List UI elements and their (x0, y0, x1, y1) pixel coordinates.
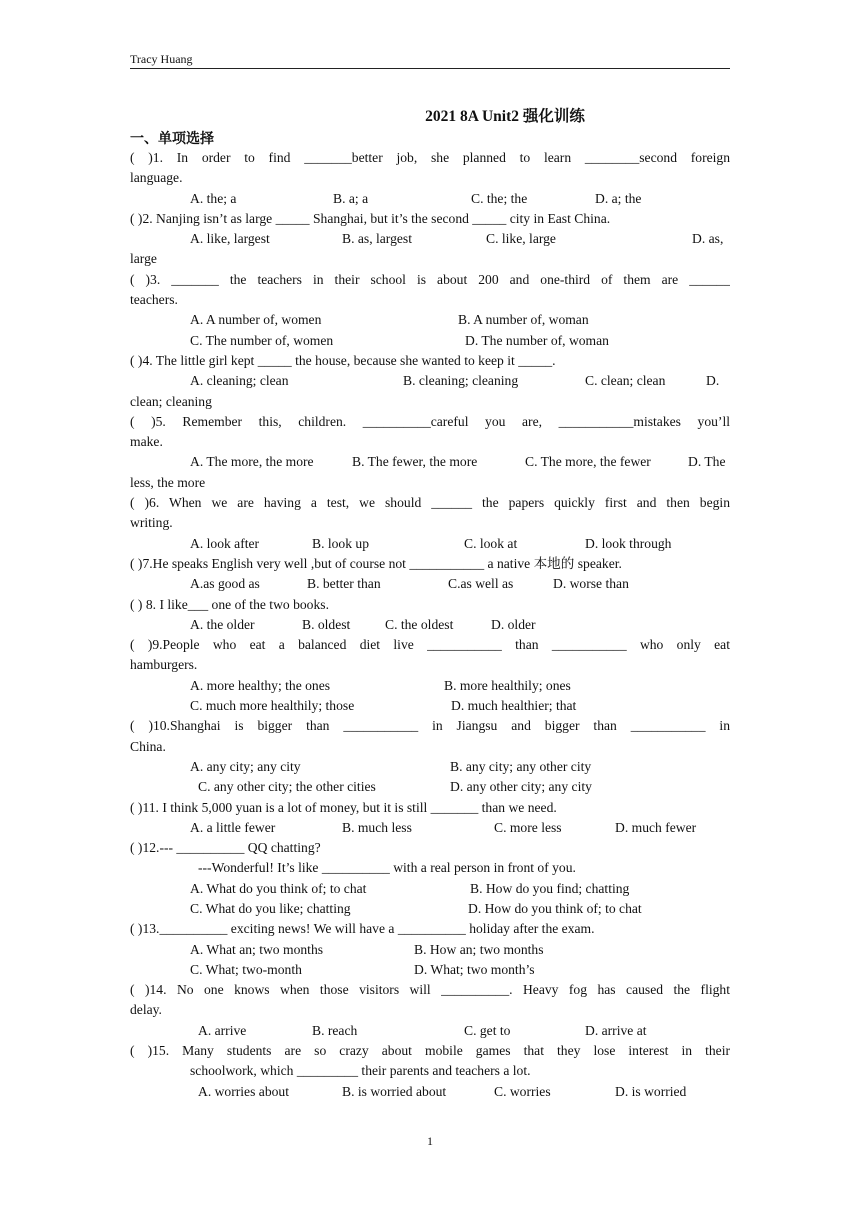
question-stem: ( )4. The little girl kept _____ the house, because she wanted to keep it _____. (130, 352, 556, 368)
question-stem-continued: writing. (130, 515, 173, 531)
option-b: B. cleaning; cleaning (403, 373, 519, 389)
question-stem: ( )11. I think 5,000 yuan is a lot of money, but it is still _______ than we need. (130, 799, 557, 815)
option-d: D. look through (585, 535, 672, 551)
option-c: C. get to (464, 1022, 511, 1038)
option-a: A. the older (190, 616, 255, 632)
option-c: C. more less (494, 819, 562, 835)
option-row (130, 940, 730, 960)
option-b: B. a; a (333, 190, 369, 206)
option-c: C. worries (494, 1083, 551, 1099)
question-stem: ( )5. Remember this, children. __________careful you are, ___________mistakes you’ll (130, 413, 730, 429)
option-a: A. arrive (198, 1022, 247, 1038)
option-row (130, 777, 730, 797)
option-row (130, 757, 730, 777)
option-c: C. the; the (471, 190, 528, 206)
option-a: A. more healthy; the ones (190, 677, 331, 693)
option-d: D. What; two month’s (414, 961, 535, 977)
option-c: C. look at (464, 535, 518, 551)
question-6 (130, 493, 730, 554)
option-row (130, 189, 730, 209)
option-b: B. A number of, woman (458, 312, 589, 328)
option-d: D. How do you think of; to chat (468, 900, 642, 916)
question-stem-continued: hamburgers. (130, 657, 198, 673)
question-stem: ( ) 8. I like___ one of the two books. (130, 596, 329, 612)
option-row (130, 331, 730, 351)
option-d: D. worse than (553, 576, 629, 592)
question-14 (130, 980, 730, 1041)
question-7 (130, 554, 730, 595)
option-b: B. How do you find; chatting (470, 880, 630, 896)
question-12 (130, 838, 730, 919)
option-a: A. What do you think of; to chat (190, 880, 367, 896)
option-d: D. a; the (595, 190, 642, 206)
option-a: A. A number of, women (190, 312, 322, 328)
option-c: C. like, large (486, 231, 556, 247)
option-b: B. more healthily; ones (444, 677, 571, 693)
option-row (130, 310, 730, 330)
option-d: D. much fewer (615, 819, 697, 835)
option-row (130, 899, 730, 919)
option-a: A. any city; any city (190, 758, 301, 774)
option-d: D. The (688, 454, 726, 470)
question-stem-continued: schoolwork, which _________ their parents and teachers a lot. (190, 1063, 531, 1079)
header-rule (130, 68, 730, 69)
question-stem: ( )13.__________ exciting news! We will have a __________ holiday after the exam. (130, 921, 595, 937)
option-a: A. worries about (198, 1083, 289, 1099)
option-b: B. much less (342, 819, 412, 835)
question-stem-continued: make. (130, 434, 163, 450)
question-stem: ( )3. _______ the teachers in their school is about 200 and one-third of them are ______ (130, 271, 730, 287)
option-d: D. older (491, 616, 536, 632)
question-3 (130, 270, 730, 351)
option-row (130, 879, 730, 899)
option-row (130, 1082, 730, 1102)
question-13 (130, 919, 730, 980)
question-11 (130, 798, 730, 839)
option-b: B. The fewer, the more (352, 454, 478, 470)
question-stem-continued: teachers. (130, 292, 178, 308)
option-c: C. The number of, women (190, 332, 334, 348)
option-c: C. What; two-month (190, 961, 302, 977)
question-5 (130, 412, 730, 493)
option-row (130, 960, 730, 980)
option-b: B. How an; two months (414, 941, 544, 957)
question-9 (130, 635, 730, 716)
option-c: C. clean; clean (585, 373, 666, 389)
option-c: C. the oldest (385, 616, 454, 632)
header-author: Tracy Huang (130, 52, 193, 66)
option-b: B. reach (312, 1022, 358, 1038)
option-a: A. What an; two months (190, 941, 324, 957)
option-c: C. What do you like; chatting (190, 900, 351, 916)
option-a: A. cleaning; clean (190, 373, 289, 389)
page-number: 1 (427, 1134, 433, 1148)
question-stem-continued: ---Wonderful! It’s like __________ with a real person in front of you. (198, 860, 576, 876)
option-d: D. is worried (615, 1083, 687, 1099)
option-row (130, 534, 730, 554)
option-row (130, 371, 730, 391)
option-b: B. as, largest (342, 231, 412, 247)
option-a: A.as good as (190, 576, 260, 592)
question-stem: ( )9.People who eat a balanced diet live ___________ than ___________ who only eat (130, 637, 730, 653)
option-b: B. any city; any other city (450, 758, 592, 774)
option-a: A. a little fewer (190, 819, 276, 835)
option-row-continued: less, the more (130, 474, 206, 490)
option-a: A. the; a (190, 190, 237, 206)
option-b: B. is worried about (342, 1083, 447, 1099)
option-b: B. better than (307, 576, 381, 592)
question-4 (130, 351, 730, 412)
question-15 (130, 1041, 730, 1102)
option-a: A. like, largest (190, 231, 270, 247)
option-row-continued: clean; cleaning (130, 393, 212, 409)
question-stem: ( )10.Shanghai is bigger than ___________ in Jiangsu and bigger than ___________ in (130, 718, 730, 734)
option-row (130, 615, 730, 635)
question-stem: ( )7.He speaks English very well ,but of course not ___________ a native 本地的 speaker. (130, 555, 622, 571)
option-row (130, 229, 730, 249)
question-list (130, 148, 730, 1102)
option-row (130, 818, 730, 838)
option-c: C. any other city; the other cities (198, 779, 376, 795)
option-row (130, 452, 730, 472)
option-d: D. arrive at (585, 1022, 647, 1038)
option-row (130, 1021, 730, 1041)
option-a: A. look after (190, 535, 260, 551)
option-row-continued: large (130, 251, 157, 267)
option-row (130, 696, 730, 716)
question-stem-continued: delay. (130, 1002, 162, 1018)
question-stem: ( )15. Many students are so crazy about mobile games that they lose interest in their (130, 1043, 730, 1059)
question-1 (130, 148, 730, 209)
option-d: D. as, (692, 231, 724, 247)
question-stem: ( )14. No one knows when those visitors will __________. Heavy fog has caused the flight (130, 982, 730, 998)
option-d: D. (706, 373, 720, 389)
question-stem: ( )2. Nanjing isn’t as large _____ Shanghai, but it’s the second _____ city in East China. (130, 210, 611, 226)
question-stem: ( )1. In order to find _______better job, she planned to learn ________second foreign (130, 150, 730, 165)
option-b: B. look up (312, 535, 370, 551)
question-stem-continued: China. (130, 738, 166, 754)
question-stem: ( )6. When we are having a test, we should ______ the papers quickly first and then begin (130, 495, 730, 511)
section-title: 一、单项选择 (130, 131, 214, 147)
option-c: C. The more, the fewer (525, 454, 651, 470)
question-2 (130, 209, 730, 270)
option-b: B. oldest (302, 616, 351, 632)
question-stem-continued: language. (130, 170, 183, 186)
option-row (130, 676, 730, 696)
document-title: 2021 8A Unit2 强化训练 (425, 108, 585, 125)
question-stem: ( )12.--- __________ QQ chatting? (130, 840, 321, 856)
option-c: C.as well as (448, 576, 514, 592)
question-10 (130, 716, 730, 797)
option-row (130, 574, 730, 594)
option-d: D. any other city; any city (450, 779, 592, 795)
option-d: D. The number of, woman (465, 332, 609, 348)
option-a: A. The more, the more (190, 454, 314, 470)
option-d: D. much healthier; that (451, 698, 577, 714)
option-c: C. much more healthily; those (190, 698, 355, 714)
question-8 (130, 595, 730, 636)
